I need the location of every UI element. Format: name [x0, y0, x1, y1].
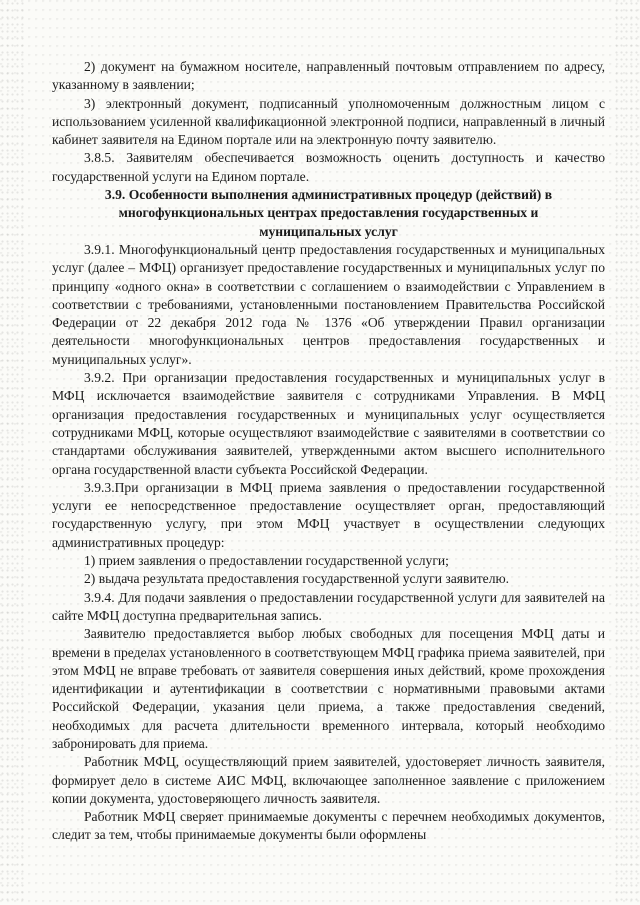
paragraph-appointment-choice: Заявителю предоставляется выбор любых свободных для посещения МФЦ даты и времени в пределах установленного в соответствующем МФЦ графика приема заявителей, при этом МФЦ не вправе требовать от заявителя совершения иных действий, кроме прохождения идентификации и аутентификации в соответствии с нормативными правовыми актами Российской Федерации, указания цели приема, а также предоставления сведений, необходимых для расчета длительности временного интервала, который необходимо забронировать для приема.	[52, 626, 605, 751]
paragraph-3-9-4: 3.9.4. Для подачи заявления о предоставлении государственной услуги для заявителей на сайте МФЦ доступна предварительная запись.	[52, 589, 605, 623]
scan-noise-left	[0, 0, 26, 905]
paragraph-3-9-2: 3.9.2. При организации предоставления государственных и муниципальных услуг в МФЦ исключается взаимодействие заявителя с сотрудниками Управления. В МФЦ организация предоставления государственных и муниципальных услуг осуществляется сотрудниками МФЦ, которые осуществляют взаимодействие с заявителями в соответствии со стандартами обслуживания заявителей, утвержденными актом высшего исполнительного органа государственной власти субъекта Российской Федерации.	[52, 370, 605, 477]
paragraph-3-9-3: 3.9.3.При организации в МФЦ приема заявления о предоставлении государственной услуги ее непосредственное предоставление осуществляет орган, предоставляющий государственную услугу, при этом МФЦ участвует в осуществлении следующих административных процедур:	[52, 479, 605, 550]
paragraph-3-9-1: 3.9.1. Многофункциональный центр предоставления государственных и муниципальных услуг (далее – МФЦ) организует предоставление государственных и муниципальных услуг по принципу «одного окна» в соответствии с соглашением о взаимодействии с Управлением в соответствии с требованиями, установленными постановлением Правительства Российской Федерации от 22 декабря 2012 года № 1376 «Об утверждении Правил организации деятельности многофункциональных центров предоставления государственных и муниципальных услуг».	[52, 241, 605, 367]
list-item-2: 2) выдача результата предоставления государственной услуги заявителю.	[84, 571, 510, 587]
paragraph-delivery-paper: 2) документ на бумажном носителе, направленный почтовым отправлением по адресу, указанному в заявлении;	[52, 59, 605, 93]
paragraph-identity-check: Работник МФЦ, осуществляющий прием заявителей, удостоверяет личность заявителя, формирует дело в системе АИС МФЦ, включающее заполненное заявление с приложением копии документа, удостоверяющего личность заявителя.	[52, 754, 605, 806]
document-body	[52, 58, 605, 845]
section-heading-3-9: 3.9. Особенности выполнения административных процедур (действий) в многофункциональных центрах предоставления государственных и муниципальных услуг	[104, 187, 553, 239]
paragraph-delivery-electronic: 3) электронный документ, подписанный уполномоченным должностным лицом с использованием усиленной квалификационной электронной подписи, направленный в личный кабинет заявителя на Едином портале или на электронную почту заявителю.	[52, 95, 605, 148]
scan-noise-right	[614, 0, 640, 905]
paragraph-3-8-5: 3.8.5. Заявителям обеспечивается возможность оценить доступность и качество государственной услуги на Едином портале.	[52, 150, 605, 184]
list-item-1: 1) прием заявления о предоставлении государственной услуги;	[84, 553, 449, 569]
paragraph-document-check: Работник МФЦ сверяет принимаемые документы с перечнем необходимых документов, следит за тем, чтобы принимаемые документы были оформлены	[52, 809, 605, 843]
